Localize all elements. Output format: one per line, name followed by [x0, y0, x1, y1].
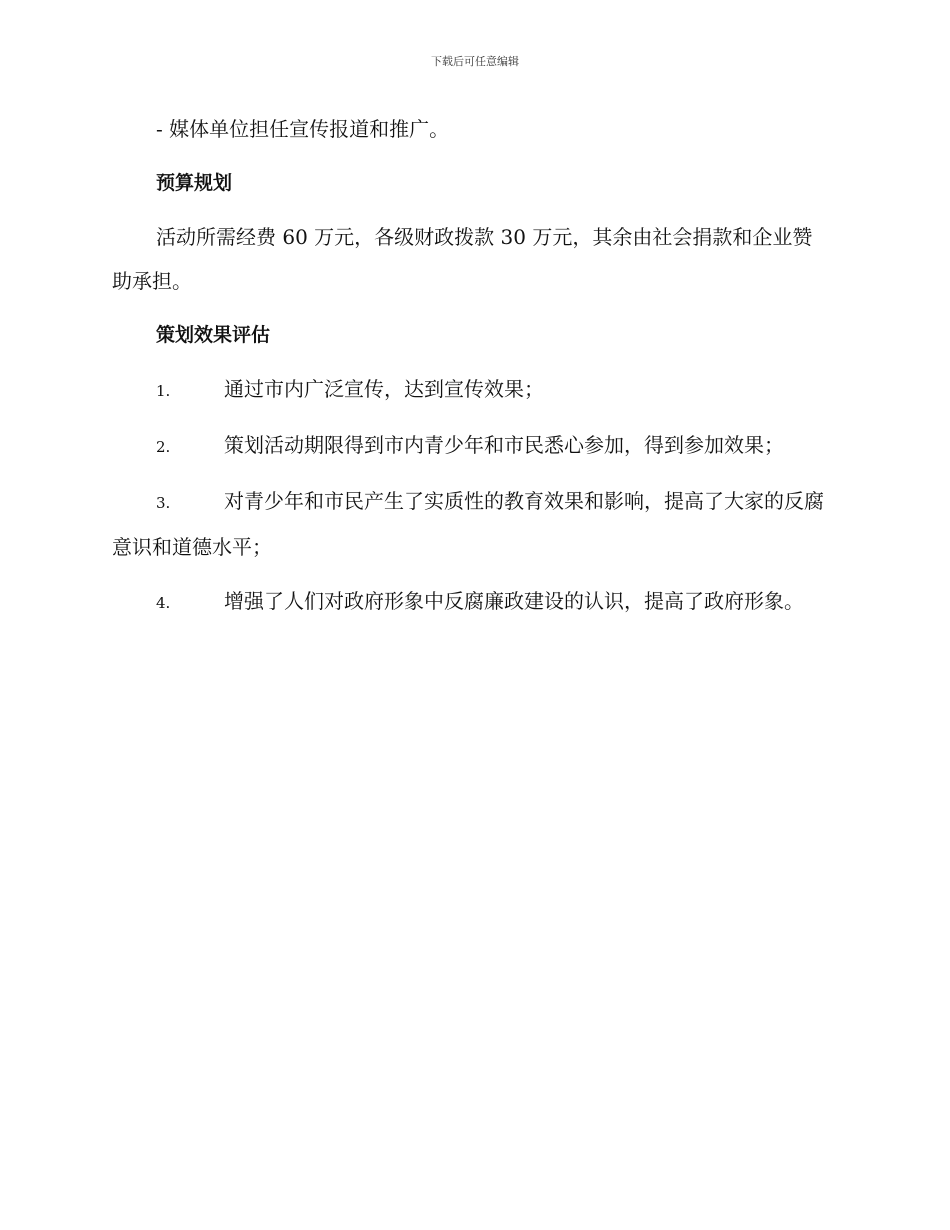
document-body	[112, 107, 830, 635]
list-item	[112, 367, 830, 413]
list-item	[112, 423, 830, 469]
list-text: 对青少年和市民产生了实质性的教育效果和影响，提高了大家的反腐意识和道德水平；	[112, 489, 824, 559]
list-text: 通过市内广泛宣传，达到宣传效果；	[224, 377, 544, 401]
budget-heading: 预算规划	[156, 172, 233, 194]
list-number: 2.	[156, 438, 171, 456]
evaluation-heading: 策划效果评估	[156, 324, 271, 346]
media-paragraph: - 媒体单位担任宣传报道和推广。	[156, 117, 450, 141]
list-item	[112, 479, 830, 569]
list-number: 3.	[156, 494, 171, 512]
list-text: 策划活动期限得到市内青少年和市民悉心参加，得到参加效果；	[224, 433, 784, 457]
list-item	[112, 579, 830, 625]
budget-paragraph: 活动所需经费 60 万元，各级财政拨款 30 万元，其余由社会捐款和企业赞助承担。	[112, 225, 813, 293]
page-header: 下载后可任意编辑	[431, 55, 519, 68]
list-text: 增强了人们对政府形象中反腐廉政建设的认识，提高了政府形象。	[224, 589, 804, 613]
list-number: 4.	[156, 594, 171, 612]
list-number: 1.	[156, 382, 171, 400]
